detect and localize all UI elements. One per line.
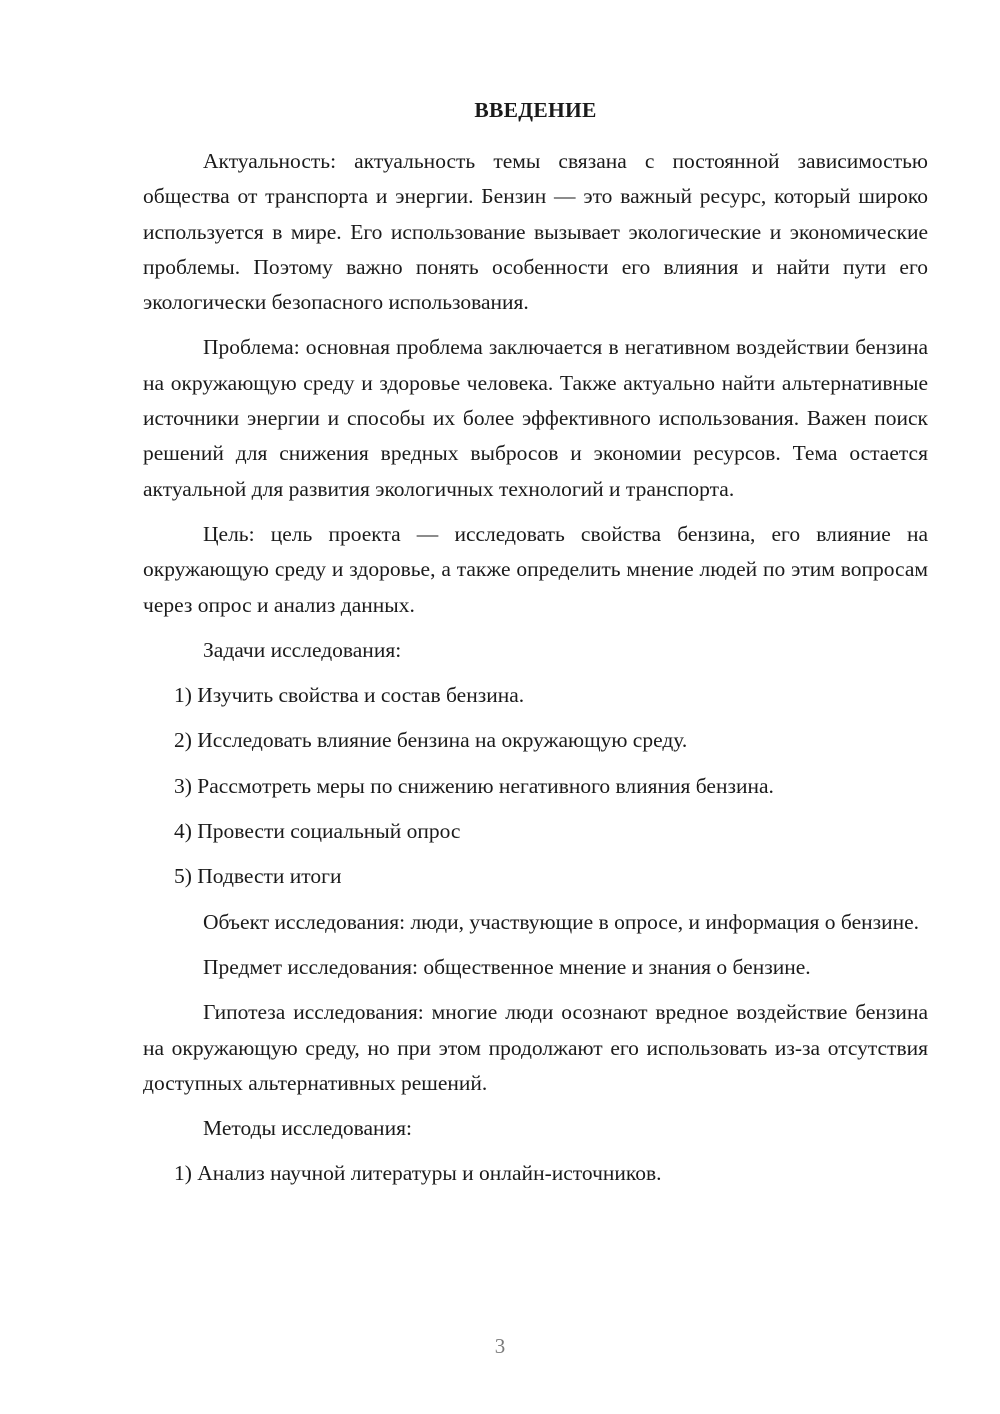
paragraph-object: Объект исследования: люди, участвующие в опросе, и информация о бензине. (203, 909, 920, 934)
paragraph-hypothesis: Гипотеза исследования: многие люди осознают вредное воздействие бензина на окружающую среду, но при этом продолжают его использовать из-за отсутствия доступных альтернативных решений. (143, 1000, 928, 1095)
paragraph-relevance: Актуальность: актуальность темы связана с постоянной зависимостью общества от транспорта и энергии. Бензин — это важный ресурс, который широко используется в мире. Его использование вызывает экологические и экономические проблемы. Поэтому важно понять особенности его влияния и найти пути его экологически безопасного использования. (143, 149, 928, 315)
task-list-item: 3) Рассмотреть меры по снижению негативного влияния бензина. (174, 773, 774, 798)
paragraph-goal: Цель: цель проекта — исследовать свойства бензина, его влияние на окружающую среду и здоровье, а также определить мнение людей по этим вопросам через опрос и анализ данных. (143, 521, 928, 617)
methods-heading: Методы исследования: (203, 1116, 412, 1141)
page-body (143, 93, 928, 1202)
task-list-item: 2) Исследовать влияние бензина на окружающую среду. (174, 728, 688, 753)
tasks-heading: Задачи исследования: (203, 637, 402, 662)
paragraph-problem: Проблема: основная проблема заключается в негативном воздействии бензина на окружающую среду и здоровье человека. Также актуально найти альтернативные источники энергии и способы их более эффективного использования. Важен поиск решений для снижения вредных выбросов и экономии ресурсов. Тема остается актуальной для развития экологичных технологий и транспорта. (143, 335, 928, 501)
task-list-item: 1) Изучить свойства и состав бензина. (174, 683, 525, 708)
task-list-item: 4) Провести социальный опрос (174, 819, 461, 844)
page-title: ВВЕДЕНИЕ (474, 98, 597, 122)
paragraph-subject: Предмет исследования: общественное мнение и знания о бензине. (203, 954, 811, 979)
page-number: 3 (494, 1334, 506, 1358)
task-list-item: 5) Подвести итоги (174, 864, 342, 889)
method-list-item: 1) Анализ научной литературы и онлайн-источников. (174, 1161, 662, 1186)
